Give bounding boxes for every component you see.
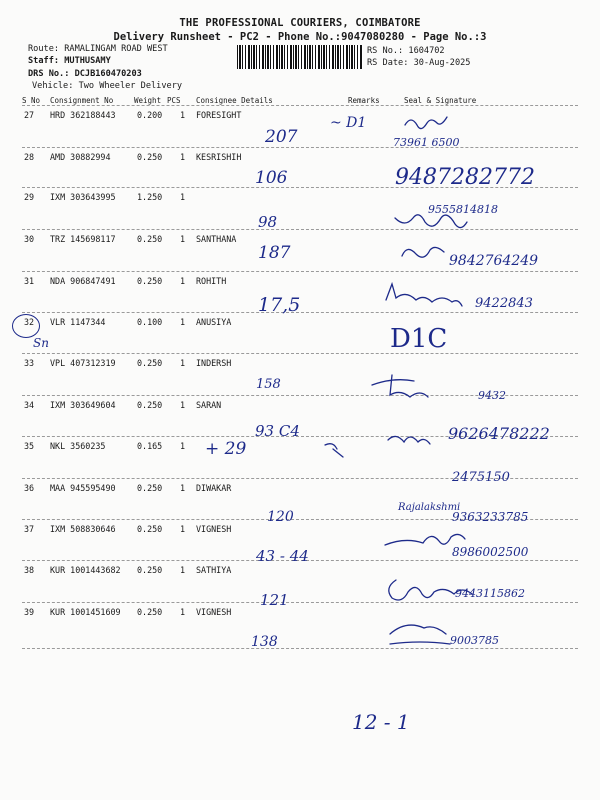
handwriting: ~ D1 <box>330 115 367 131</box>
cell-sno: 39 <box>24 607 35 617</box>
signature-mark <box>389 580 472 600</box>
cell-pcs: 1 <box>180 400 186 410</box>
col-sno: S No <box>22 96 41 105</box>
cell-sno: 37 <box>24 524 35 534</box>
handwriting: + 29 <box>205 439 247 459</box>
handwriting: 9432 <box>478 389 506 402</box>
handwriting: Rajalakshmi <box>398 502 461 513</box>
cell-consignment: VPL 407312319 <box>50 358 116 368</box>
cell-sno: 30 <box>24 234 35 244</box>
cell-pcs: 1 <box>180 441 186 451</box>
signature-mark <box>372 375 428 397</box>
handwriting: 9363233785 <box>452 510 529 524</box>
cell-pcs: 1 <box>180 358 186 368</box>
drs-number: DRS No.: DCJB160470203 <box>28 69 142 79</box>
cell-consignment: VLR 1147344 <box>50 317 106 327</box>
cell-pcs: 1 <box>180 565 186 575</box>
cell-pcs: 1 <box>180 524 186 534</box>
handwriting: 106 <box>255 168 288 188</box>
signature-mark <box>385 534 465 545</box>
cell-consignment: TRZ 145698117 <box>50 234 116 244</box>
handwriting: 17,5 <box>258 294 301 316</box>
col-weight: Weight <box>134 96 162 105</box>
cell-consignee: FORESIGHT <box>196 110 242 120</box>
cell-sno: 33 <box>24 358 35 368</box>
staff-label: Staff: MUTHUSAMY <box>28 56 111 66</box>
handwriting: 120 <box>267 509 294 525</box>
cell-pcs: 1 <box>180 110 186 120</box>
handwriting: 138 <box>251 634 278 650</box>
handwriting: 9487282772 <box>395 165 535 190</box>
cell-consignment: IXM 303649604 <box>50 400 116 410</box>
handwriting: Sn <box>33 336 49 350</box>
cell-weight: 0.250 <box>137 358 163 368</box>
cell-sno: 32 <box>24 317 35 327</box>
route-label: Route: RAMALINGAM ROAD WEST <box>28 44 168 54</box>
cell-weight: 0.250 <box>137 152 163 162</box>
cell-consignment: NDA 906847491 <box>50 276 116 286</box>
cell-weight: 0.165 <box>137 441 163 451</box>
cell-pcs: 1 <box>180 234 186 244</box>
cell-weight: 0.250 <box>137 607 163 617</box>
handwriting: 98 <box>258 213 278 231</box>
handwriting: 9555814818 <box>428 203 498 216</box>
cell-pcs: 1 <box>180 152 186 162</box>
cell-consignee: ROHITH <box>196 276 227 286</box>
cell-weight: 0.250 <box>137 565 163 575</box>
cell-sno: 38 <box>24 565 35 575</box>
cell-consignee: DIWAKAR <box>196 483 232 493</box>
cell-weight: 0.250 <box>137 234 163 244</box>
cell-weight: 0.250 <box>137 483 163 493</box>
cell-weight: 0.250 <box>137 400 163 410</box>
cell-weight: 0.200 <box>137 110 163 120</box>
cell-consignment: HRD 362188443 <box>50 110 116 120</box>
handwriting: 9842764249 <box>449 253 539 269</box>
signature-mark <box>386 284 462 306</box>
rs-number: RS No.: 1604702 <box>367 46 445 56</box>
cell-consignee: INDERSH <box>196 358 232 368</box>
cell-consignee: SANTHANA <box>196 234 237 244</box>
cell-pcs: 1 <box>180 192 186 202</box>
signature-mark <box>388 436 430 444</box>
cell-consignment: KUR 1001443682 <box>50 565 121 575</box>
handwriting: 158 <box>256 377 281 392</box>
col-consignee: Consignee Details <box>196 96 273 105</box>
handwriting: 9443115862 <box>455 587 525 600</box>
runsheet-subtitle: Delivery Runsheet - PC2 - Phone No.:9047080280 - Page No.:3 <box>113 31 487 43</box>
handwriting: 9422843 <box>475 296 533 311</box>
cell-sno: 29 <box>24 192 35 202</box>
cell-pcs: 1 <box>180 607 186 617</box>
cell-weight: 1.250 <box>137 192 163 202</box>
signature-mark <box>395 215 467 228</box>
cell-consignment: IXM 508830646 <box>50 524 116 534</box>
cell-consignee: ANUSIYA <box>196 317 232 327</box>
cell-pcs: 1 <box>180 276 186 286</box>
handwriting: 207 <box>265 127 298 147</box>
cell-consignee: VIGNESH <box>196 524 232 534</box>
cell-sno: 36 <box>24 483 35 493</box>
handwriting: 73961 6500 <box>393 136 460 149</box>
cell-consignment: KUR 1001451609 <box>50 607 121 617</box>
vehicle-label: Vehicle: Two Wheeler Delivery <box>32 81 183 91</box>
handwriting: 121 <box>260 591 289 609</box>
signature-mark <box>325 444 343 457</box>
cell-consignment: NKL 3560235 <box>50 441 106 451</box>
cell-sno: 34 <box>24 400 35 410</box>
cell-sno: 31 <box>24 276 35 286</box>
handwriting: 9003785 <box>450 634 499 647</box>
cell-consignment: MAA 945595490 <box>50 483 116 493</box>
cell-consignment: IXM 303643995 <box>50 192 116 202</box>
cell-consignee: SATHIYA <box>196 565 232 575</box>
cell-consignment: AMD 30882994 <box>50 152 111 162</box>
col-consignment: Consignment No <box>50 96 114 105</box>
cell-weight: 0.250 <box>137 276 163 286</box>
handwriting: 12 - 1 <box>352 710 410 734</box>
cell-weight: 0.250 <box>137 524 163 534</box>
signature-mark <box>405 117 447 129</box>
handwriting: 43 - 44 <box>256 547 309 565</box>
handwriting: 8986002500 <box>452 545 529 559</box>
handwriting: D1C <box>390 324 448 354</box>
handwriting: 2475150 <box>452 470 510 485</box>
cell-pcs: 1 <box>180 483 186 493</box>
handwriting: 187 <box>258 243 291 263</box>
cell-sno: 28 <box>24 152 35 162</box>
cell-sno: 35 <box>24 441 35 451</box>
signature-mark <box>390 625 450 644</box>
col-pcs: PCS <box>167 96 181 105</box>
signature-mark <box>402 247 444 257</box>
cell-weight: 0.100 <box>137 317 163 327</box>
company-title: THE PROFESSIONAL COURIERS, COIMBATORE <box>179 17 421 29</box>
cell-pcs: 1 <box>180 317 186 327</box>
col-remarks: Remarks <box>348 96 380 105</box>
col-signature: Seal & Signature <box>404 96 477 105</box>
rs-date: RS Date: 30-Aug-2025 <box>367 58 471 68</box>
handwriting: 93 C4 <box>255 422 300 440</box>
cell-consignee: VIGNESH <box>196 607 232 617</box>
handwriting: 9626478222 <box>448 424 550 443</box>
cell-sno: 27 <box>24 110 35 120</box>
cell-consignee: SARAN <box>196 400 222 410</box>
cell-consignee: KESRISHIH <box>196 152 242 162</box>
